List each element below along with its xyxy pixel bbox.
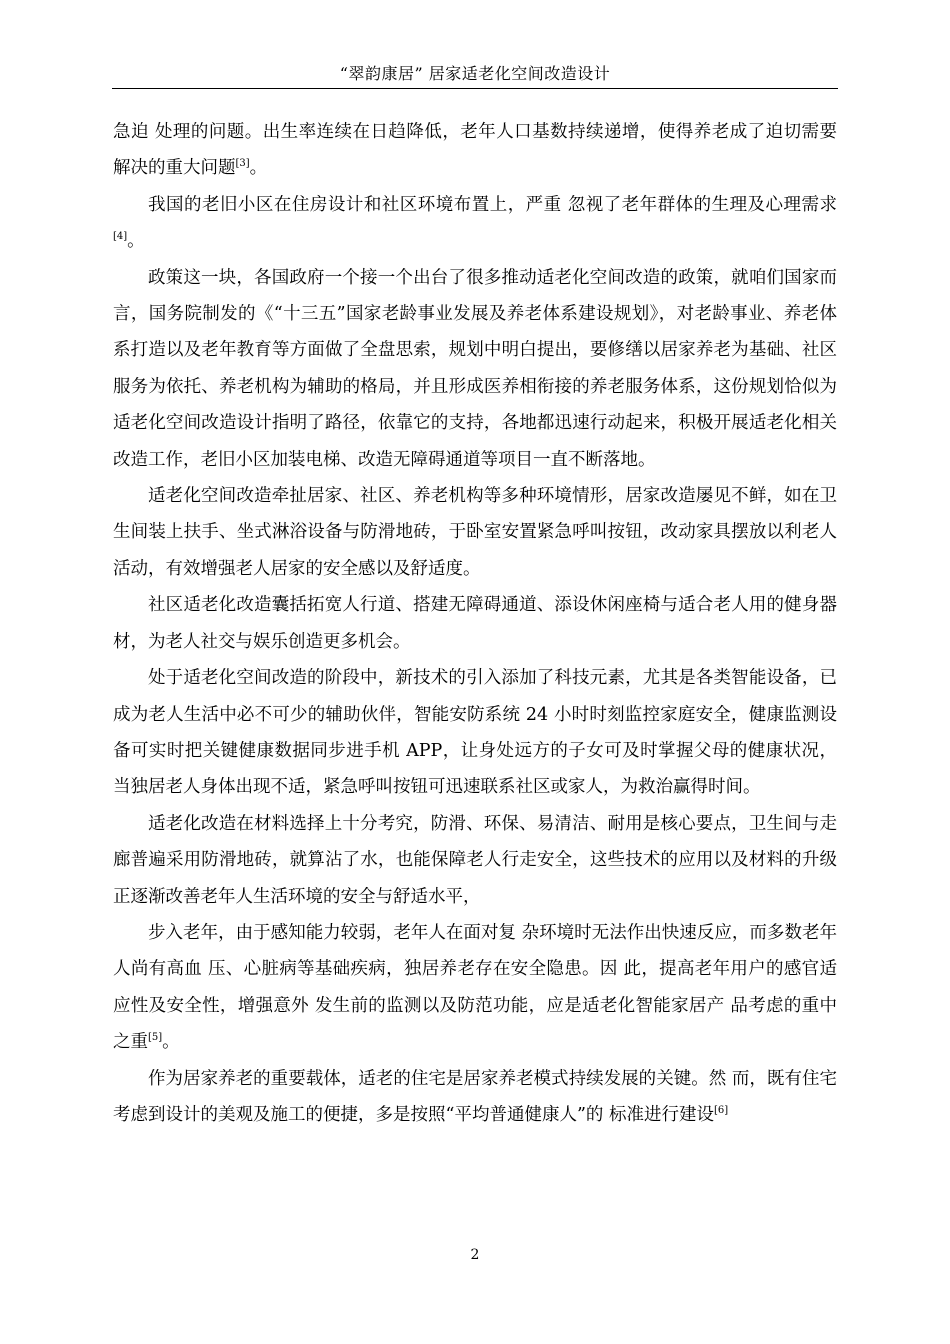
paragraph: 作为居家养老的重要载体，适老的住宅是居家养老模式持续发展的关键。然 而，既有住宅考虑到设计的美观及施工的便捷，多是按照“平均普通健康人”的 标准进行建设[6] [113, 1068, 837, 1125]
paragraph: 适老化空间改造牵扯居家、社区、养老机构等多种环境情形，居家改造屡见不鲜，如在卫生间装上扶手、坐式淋浴设备与防滑地砖，于卧室安置紧急呼叫按钮，改动家具摆放以利老人活动，有效增强老人居家的安全感以及舒适度。 [113, 486, 837, 579]
paragraph: 我国的老旧小区在住房设计和社区环境布置上，严重 忽视了老年群体的生理及心理需求[4]。 [113, 194, 837, 252]
page-number: 2 [470, 1247, 480, 1263]
paragraph: 处于适老化空间改造的阶段中，新技术的引入添加了科技元素，尤其是各类智能设备，已成为老人生活中必不可少的辅助伙伴，智能安防系统 24 小时时刻监控家庭安全，健康监测设备可实时把关键健康数据同步进手机 APP，让身处远方的子女可及时掌握父母的健康状况，当独居老人身体出现不适，紧急呼叫按钮可迅速联系社区或家人，为救治赢得时间。 [113, 668, 837, 798]
citation: [5] [148, 1032, 163, 1044]
citation: [3] [235, 158, 250, 170]
paragraph: 步入老年，由于感知能力较弱，老年人在面对复 杂环境时无法作出快速反应，而多数老年人尚有高血 压、心脏病等基础疾病，独居养老存在安全隐患。因 此，提高老年用户的感官适应性及安全性，增强意外 发生前的监测以及防范功能，应是适老化智能家居产 品考虑的重中之重[5]。 [113, 922, 837, 1053]
citation: [4] [113, 231, 128, 243]
body-text [113, 114, 837, 1133]
paragraph: 社区适老化改造囊括拓宽人行道、搭建无障碍通道、添设休闲座椅与适合老人用的健身器材，为老人社交与娱乐创造更多机会。 [113, 595, 837, 652]
paragraph: 急迫 处理的问题。出生率连续在日趋降低，老年人口基数持续递增，使得养老成了迫切需要 解决的重大问题[3]。 [113, 122, 837, 179]
header-divider [112, 88, 838, 89]
paragraph: 适老化改造在材料选择上十分考究，防滑、环保、易清洁、耐用是核心要点，卫生间与走廊普遍采用防滑地砖，就算沾了水，也能保障老人行走安全，这些技术的应用以及材料的升级正逐渐改善老年人生活环境的安全与舒适水平， [113, 813, 837, 907]
citation: [6] [713, 1104, 729, 1116]
running-header: “翠韵康居” 居家适老化空间改造设计 [339, 64, 611, 83]
paragraph: 政策这一块，各国政府一个接一个出台了很多推动适老化空间改造的政策，就咱们国家而言，国务院制发的《“十三五”国家老龄事业发展及养老体系建设规划》，对老龄事业、养老体系打造以及老年教育等方面做了全盘思索，规划中明白提出，要修缮以居家养老为基础、社区服务为依托、养老机构为辅助的格局，并且形成医养相衔接的养老服务体系，这份规划恰似为适老化空间改造设计指明了路径，依靠它的支持，各地都迅速行动起来，积极开展适老化相关改造工作，老旧小区加装电梯、改造无障碍通道等项目一直不断落地。 [113, 267, 837, 470]
